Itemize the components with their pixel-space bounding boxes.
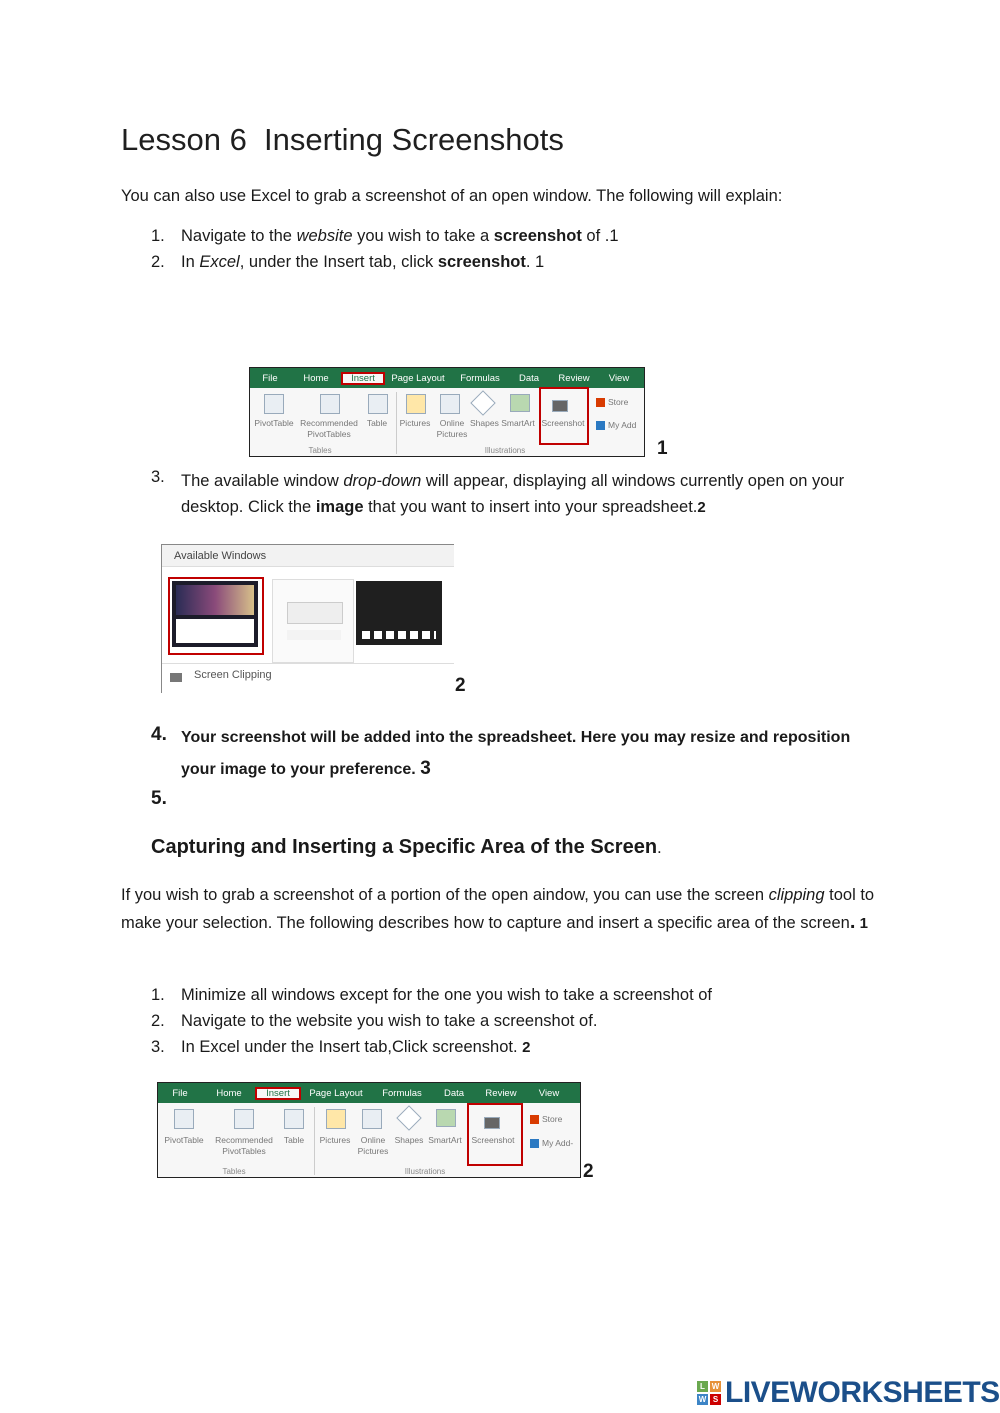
- paragraph: If you wish to grab a screenshot of a portion of the open aindow, you can use the screen clipping tool to make your selection. The following describes how to capture and insert a specific area of the screen. 1: [121, 886, 875, 933]
- pivottable-icon: [174, 1109, 194, 1129]
- pivottable-icon: [264, 394, 284, 414]
- window-thumbnail[interactable]: [272, 579, 354, 663]
- available-windows-panel: [161, 544, 454, 693]
- screenshot-button[interactable]: Screenshot: [471, 1135, 515, 1145]
- excel-ribbon-screenshot: [157, 1082, 581, 1178]
- shapes-button[interactable]: Shapes: [470, 418, 499, 428]
- list-item: The available window drop-down will appear, displaying all windows currently open on your desktop. Click the image that you want to insert into your spreadsheet.2: [181, 472, 845, 516]
- tab-data[interactable]: Data: [443, 1087, 465, 1099]
- recommended-pivottables-icon: [234, 1109, 254, 1129]
- screenshot-highlight: [467, 1103, 523, 1166]
- recommended-pivottables-button[interactable]: Recommended PivotTables: [215, 1135, 273, 1156]
- recommended-pivottables-icon: [320, 394, 340, 414]
- logo-wordmark: LIVEWORKSHEETS: [725, 1376, 1000, 1409]
- smartart-button[interactable]: SmartArt: [501, 418, 535, 428]
- online-pictures-button[interactable]: Online Pictures: [436, 418, 468, 439]
- my-addins-icon: [530, 1139, 539, 1148]
- tab-insert[interactable]: Insert: [256, 1088, 300, 1099]
- store-button[interactable]: Store: [542, 1114, 563, 1124]
- divider: [162, 663, 454, 664]
- my-addins-button[interactable]: My Add: [608, 420, 637, 430]
- recommended-pivottables-button[interactable]: Recommended PivotTables: [300, 418, 358, 439]
- smartart-icon: [436, 1109, 456, 1127]
- list-item: 2. In Excel, under the Insert tab, click screenshot. 1: [151, 253, 545, 271]
- pivottable-button[interactable]: PivotTable: [254, 418, 294, 428]
- intro-paragraph: You can also use Excel to grab a screenshot of an open window. The following will explain:: [121, 187, 783, 205]
- screenshot-highlight: [539, 387, 589, 445]
- list-item: 2. Navigate to the website you wish to take a screenshot of.: [151, 1012, 598, 1030]
- tab-home[interactable]: Home: [216, 1087, 242, 1099]
- store-icon: [596, 398, 605, 407]
- liveworksheets-logo: [697, 1376, 1000, 1410]
- table-button[interactable]: Table: [366, 418, 388, 428]
- pictures-button[interactable]: Pictures: [319, 1135, 351, 1145]
- table-button[interactable]: Table: [283, 1135, 305, 1145]
- shapes-icon: [470, 390, 495, 415]
- online-pictures-button[interactable]: Online Pictures: [357, 1135, 389, 1156]
- group-separator: [396, 392, 397, 454]
- list-item: Your screenshot will be added into the spreadsheet. Here you may resize and reposition your image to your preference. 3: [181, 729, 851, 779]
- my-addins-button[interactable]: My Add-: [542, 1138, 574, 1148]
- list-number: 5.: [151, 788, 167, 809]
- window-thumbnail[interactable]: [356, 581, 442, 645]
- tab-file[interactable]: File: [262, 372, 278, 384]
- group-tables-label: Tables: [308, 446, 332, 455]
- available-windows-header: Available Windows: [162, 545, 454, 567]
- store-button[interactable]: Store: [608, 397, 629, 407]
- pictures-button[interactable]: Pictures: [399, 418, 431, 428]
- screenshot-button[interactable]: Screenshot: [541, 418, 585, 428]
- smartart-button[interactable]: SmartArt: [428, 1135, 462, 1145]
- figure-caption: 2: [455, 675, 466, 696]
- online-pictures-icon: [440, 394, 460, 414]
- tab-file[interactable]: File: [172, 1087, 188, 1099]
- store-icon: [530, 1115, 539, 1124]
- pictures-icon: [326, 1109, 346, 1129]
- screen-clipping-option[interactable]: Screen Clipping: [194, 669, 272, 681]
- excel-ribbon-screenshot: [249, 367, 645, 457]
- table-icon: [368, 394, 388, 414]
- smartart-icon: [510, 394, 530, 412]
- logo-mark: L W W S: [698, 1382, 720, 1404]
- my-addins-icon: [596, 421, 605, 430]
- tab-page-layout[interactable]: Page Layout: [309, 1087, 363, 1099]
- list-item: 1. Minimize all windows except for the one you wish to take a screenshot of: [151, 986, 713, 1004]
- ribbon-tabs: [158, 1083, 580, 1103]
- figure-caption: 1: [657, 438, 668, 459]
- section-heading: Capturing and Inserting a Specific Area of the Screen.: [151, 836, 662, 858]
- tab-review[interactable]: Review: [485, 1087, 517, 1099]
- tab-formulas[interactable]: Formulas: [382, 1087, 422, 1099]
- tab-home[interactable]: Home: [303, 372, 329, 384]
- page-title: Lesson 6 Inserting Screenshots: [121, 122, 564, 157]
- tab-data[interactable]: Data: [518, 372, 540, 384]
- selected-window-highlight: [168, 577, 264, 655]
- tab-view[interactable]: View: [608, 372, 630, 384]
- shapes-button[interactable]: Shapes: [394, 1135, 424, 1145]
- figure-caption: 2: [583, 1161, 594, 1182]
- tab-page-layout[interactable]: Page Layout: [391, 372, 445, 384]
- group-illustrations-label: Illustrations: [484, 446, 526, 455]
- tab-review[interactable]: Review: [558, 372, 590, 384]
- shapes-icon: [396, 1105, 421, 1130]
- tab-formulas[interactable]: Formulas: [460, 372, 500, 384]
- ribbon-tabs: [250, 368, 644, 388]
- tab-view[interactable]: View: [538, 1087, 560, 1099]
- pictures-icon: [406, 394, 426, 414]
- tab-insert[interactable]: Insert: [342, 373, 384, 384]
- online-pictures-icon: [362, 1109, 382, 1129]
- group-illustrations-label: Illustrations: [404, 1167, 446, 1176]
- group-tables-label: Tables: [222, 1167, 246, 1176]
- table-icon: [284, 1109, 304, 1129]
- list-item: 1. Navigate to the website you wish to take a screenshot of .1: [151, 227, 619, 245]
- pivottable-button[interactable]: PivotTable: [164, 1135, 204, 1145]
- group-separator: [314, 1107, 315, 1175]
- list-number: 3.: [151, 468, 165, 486]
- list-item: 3. In Excel under the Insert tab,Click screenshot. 2: [151, 1038, 531, 1056]
- list-number: 4.: [151, 724, 167, 745]
- camera-icon: [170, 673, 182, 682]
